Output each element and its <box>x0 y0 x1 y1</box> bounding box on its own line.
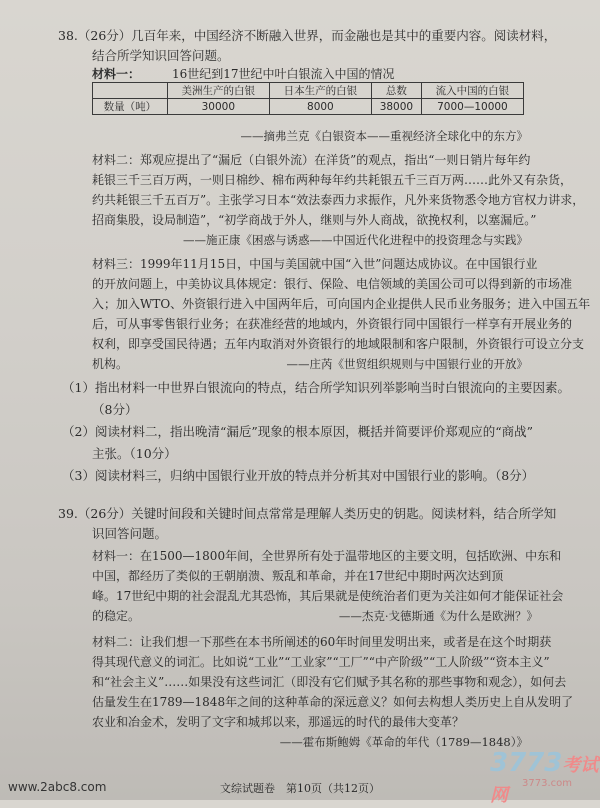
q39-material2-line: 得其现代意义的词汇。比如说“工业”“工业家”“工厂”“中产阶级”“工人阶级”“资本主义” <box>92 655 550 669</box>
q38-sub3: （3）阅读材料三，归纳中国银行业开放的特点并分析其对中国银行业的影响。（8分） <box>62 468 535 483</box>
table-header-row <box>93 83 524 99</box>
q39-material2-source: ——霍布斯鲍姆《革命的年代（1789—1848）》 <box>279 735 528 749</box>
page-footer: 文综试题卷 第10页（共12页） <box>220 782 380 795</box>
watermark-logo-text: 考试网 <box>490 755 599 806</box>
q38-material3-line: 材料三：1999年11月15日，中国与美国就中国“入世”问题达成协议。在中国银行业 <box>92 257 538 271</box>
table-header-cell: 总数 <box>371 83 421 99</box>
silver-inflow-table <box>92 82 524 115</box>
q39-material2-line: 和“社会主义”……如果没有这些词汇（即没有它们赋予其名称的那些事物和观念），如何去 <box>92 675 567 689</box>
q39-material1-line: 的稳定。 <box>92 609 141 623</box>
q38-material1-label: 材料一： <box>92 67 141 81</box>
table-cell: 8000 <box>269 99 371 115</box>
q38-sub2-line1: （2）阅读材料二，指出晚清“漏卮”现象的根本原因，概括并简要评价郑观应的“商战” <box>62 424 534 439</box>
watermark-left: www.2abc8.com <box>8 780 107 794</box>
q39-material2-line: 农业和冶金术，发明了文字和城邦以来，那遥远的时代的最伟大变革？ <box>92 715 465 729</box>
q38-material3-line: 的开放问题上，中美协议具体规定：银行、保险、电信领域的美国公司可以得到新的市场准 <box>92 277 573 291</box>
table-cell: 38000 <box>371 99 421 115</box>
q38-material1-source: ——摘弗兰克《白银资本——重视经济全球化中的东方》 <box>240 129 528 143</box>
q38-sub1-line1: （1）指出材料一中世界白银流向的特点，结合所学知识列举影响当时白银流向的主要因素。 <box>62 380 570 395</box>
q38-material2-line: 约共耗银三千五百万”。主张学习日本“效法泰西力求振作，凡外来货物悉令地方官权力讲求， <box>92 193 585 207</box>
q38-material3-line: 权利，即享受国民待遇；五年内取消对外资银行的地域限制和客户限制，外资银行可设立分支 <box>92 337 585 351</box>
q39-material1-line: 中国，都经历了类似的王朝崩溃、叛乱和革命，并在17世纪中期时两次达到顶 <box>92 569 504 583</box>
table-cell: 30000 <box>167 99 269 115</box>
q39-intro-line2: 识回答问题。 <box>92 526 168 541</box>
table-header-cell: 日本生产的白银 <box>269 83 371 99</box>
q38-sub2-line2: 主张。（10分） <box>92 446 177 461</box>
watermark-url: 3773.com <box>522 778 572 789</box>
table-header-cell: 流入中国的白银 <box>421 83 523 99</box>
q39-material1-source: ——杰克·戈德斯通《为什么是欧洲？》 <box>338 609 538 623</box>
q38-material3-source: ——庄芮《世贸组织规则与中国银行业的开放》 <box>286 357 528 371</box>
q38-material3-line: 机构。 <box>92 357 129 371</box>
q39-material1-line: 材料一：在1500—1800年间，全世界所有处于温带地区的主要文明，包括欧洲、中东和 <box>92 549 562 563</box>
q38-intro-line2: 结合所学知识回答问题。 <box>92 48 230 63</box>
q38-material1-title: 16世纪到17世纪中叶白银流入中国的情况 <box>172 67 395 81</box>
q38-material2-source: ——施正康《困惑与诱惑——中国近代化进程中的投资理念与实践》 <box>183 233 528 247</box>
q38-material3-line: 后，可从事零售银行业务；在获准经营的地域内，外资银行同中国银行一样享有开展业务的 <box>92 317 573 331</box>
q38-material3-line: 入；加入WTO、外资银行进入中国两年后，可向国内企业提供人民币业务服务；进入中国五年 <box>92 297 591 311</box>
table-header-cell <box>93 83 168 99</box>
q38-sub1-line2: （8分） <box>92 402 138 417</box>
q39-material2-line: 材料二：让我们想一下那些在本书所阐述的60年时间里发明出来，或者是在这个时期获 <box>92 635 552 649</box>
table-header-cell: 美洲生产的白银 <box>167 83 269 99</box>
q39-intro-line1: 39.（26分）关键时间段和关键时间点常常是理解人类历史的钥匙。阅读材料，结合所学知 <box>58 506 557 521</box>
q38-material2-line: 招商集股，设局制造”，“初学商战于外人，继则与外人商战，欲挽权利，以塞漏卮。” <box>92 213 537 227</box>
q39-material2-line: 估量发生在1789—1848年之间的这种革命的深远意义？如何去构想人类历史上自从发明了 <box>92 695 574 709</box>
table-cell: 数量（吨） <box>93 99 168 115</box>
q39-material1-line: 峰。17世纪中期的社会混乱尤其恐怖，其后果就是使统治者们更为关注如何才能保证社会 <box>92 589 564 603</box>
watermark-logo-number: 3773 <box>490 748 563 778</box>
q38-material2-line: 耗银三千三百万两，一则日棉纱、棉布两种每年约共耗银五千三百万两……此外又有杂货， <box>92 173 573 187</box>
table-cell: 7000—10000 <box>421 99 523 115</box>
q38-material2-line: 材料二：郑观应提出了“漏卮（白银外流）在洋货”的观点，指出“一则日销片每年约 <box>92 153 531 167</box>
table-row <box>93 99 524 115</box>
q38-intro-line1: 38.（26分）几百年来，中国经济不断融入世界，而金融也是其中的重要内容。阅读材料， <box>58 28 557 43</box>
